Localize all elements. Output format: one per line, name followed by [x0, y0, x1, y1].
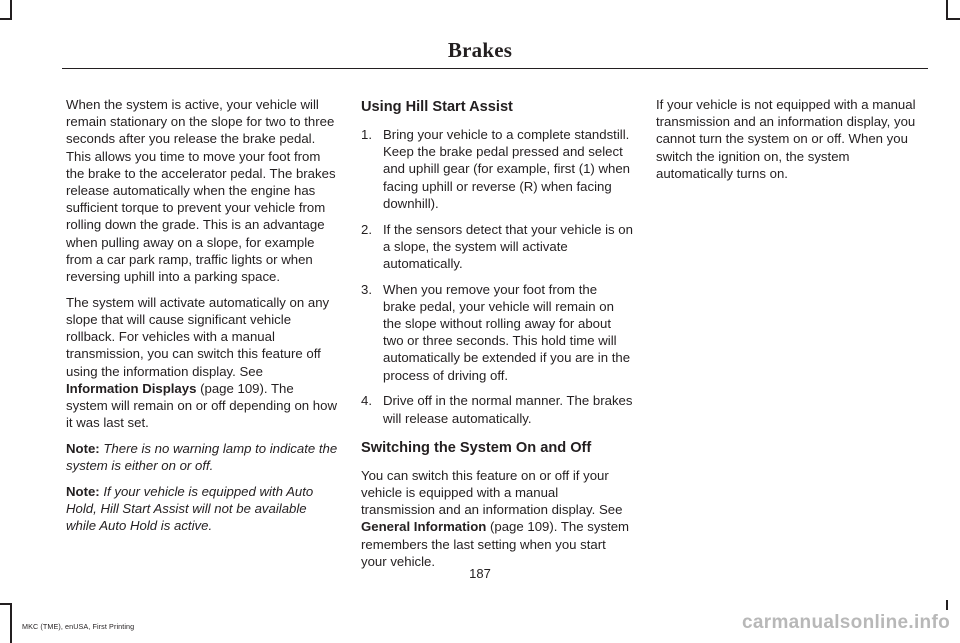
crop-mark-top-left-vertical	[10, 0, 12, 18]
general-information-link[interactable]: General Information	[361, 519, 487, 535]
list-item	[361, 392, 633, 426]
step-number: 4.	[361, 393, 372, 409]
crop-mark-top-right-vertical	[946, 0, 948, 18]
column-2	[361, 96, 633, 578]
list-item	[361, 281, 633, 384]
column-3	[656, 96, 928, 191]
step-text: Drive off in the normal manner. The brakes will release automatically.	[383, 393, 633, 426]
note-auto-hold	[66, 483, 338, 535]
crop-mark-top-left-horizontal	[0, 18, 12, 20]
steps-list	[361, 126, 633, 427]
intro-paragraph: When the system is active, your vehicle will remain stationary on the slope for two to three seconds after you release the brake pedal. This allows you time to move your foot from the brake to the accelerator pedal. The brakes release automatically when the engine has sufficient torque to prevent your vehicle from rolling down the grade. This is an advantage when pulling away on a slope, for example from a car park ramp, traffic lights or when reversing uphill into a parking space.	[66, 97, 336, 285]
switching-paragraph	[361, 467, 633, 570]
no-manual-transmission-paragraph: If your vehicle is not equipped with a manual transmission and an information display, you cannot turn the system on or off. When you switch the ignition on, the system automatically turns on.	[656, 97, 916, 181]
page-number: 187	[469, 566, 491, 581]
crop-mark-bottom-left-vertical	[10, 603, 12, 643]
activation-paragraph	[66, 294, 338, 432]
activation-text: The system will activate automatically on any slope that will cause significant vehicle rollback. For vehicles with a manual transmission, you can switch this feature off using the information display. See	[66, 294, 330, 379]
section-heading-switching-system: Switching the System On and Off	[361, 439, 592, 456]
crop-mark-bottom-left-horizontal	[0, 603, 12, 605]
list-item	[361, 221, 633, 273]
switching-text-after: The system remembers the last setting when you start your vehicle.	[361, 519, 630, 569]
information-displays-link[interactable]: Information Displays	[66, 380, 197, 396]
general-information-page-ref: (page 109).	[486, 519, 558, 535]
section-heading-using-hill-start-assist: Using Hill Start Assist	[361, 99, 513, 115]
step-number: 1.	[361, 127, 372, 142]
activation-text-after: The system will remain on or off depending on how it was last set.	[66, 380, 337, 431]
note-text: If your vehicle is equipped with Auto Hold, Hill Start Assist will not be available while Auto Hold is active.	[66, 483, 314, 534]
watermark: carmanualsonline.info	[742, 612, 950, 633]
crop-mark-bottom-right-vertical	[946, 600, 948, 610]
switching-text: You can switch this feature on or off if your vehicle is equipped with a manual transmission and an information display. See	[361, 467, 623, 518]
step-text: When you remove your foot from the brake pedal, your vehicle will remain on the slope without rolling away for about two or three seconds. This hold time will automatically be extended if you are in the process of driving off.	[383, 281, 631, 383]
note-label: Note:	[66, 483, 100, 499]
step-number: 3.	[361, 281, 372, 297]
page-title: Brakes	[447, 38, 513, 62]
note-label: Note:	[66, 440, 100, 456]
step-text: Bring your vehicle to a complete standstill. Keep the brake pedal pressed and select and uphill gear (for example, first (1) when facing uphill or reverse (R) when facing downhill).	[383, 127, 631, 211]
edition-label: MKC (TME), enUSA, First Printing	[22, 622, 135, 631]
header-divider	[62, 68, 928, 69]
column-1	[66, 96, 338, 543]
note-text: There is no warning lamp to indicate the system is either on or off.	[66, 440, 338, 474]
note-warning-lamp	[66, 440, 338, 474]
information-displays-page-ref: (page 109).	[196, 380, 268, 396]
step-text: If the sensors detect that your vehicle is on a slope, the system will activate automatically.	[383, 221, 633, 271]
list-item	[361, 126, 633, 212]
crop-mark-top-right-horizontal	[946, 18, 960, 20]
step-number: 2.	[361, 221, 372, 237]
